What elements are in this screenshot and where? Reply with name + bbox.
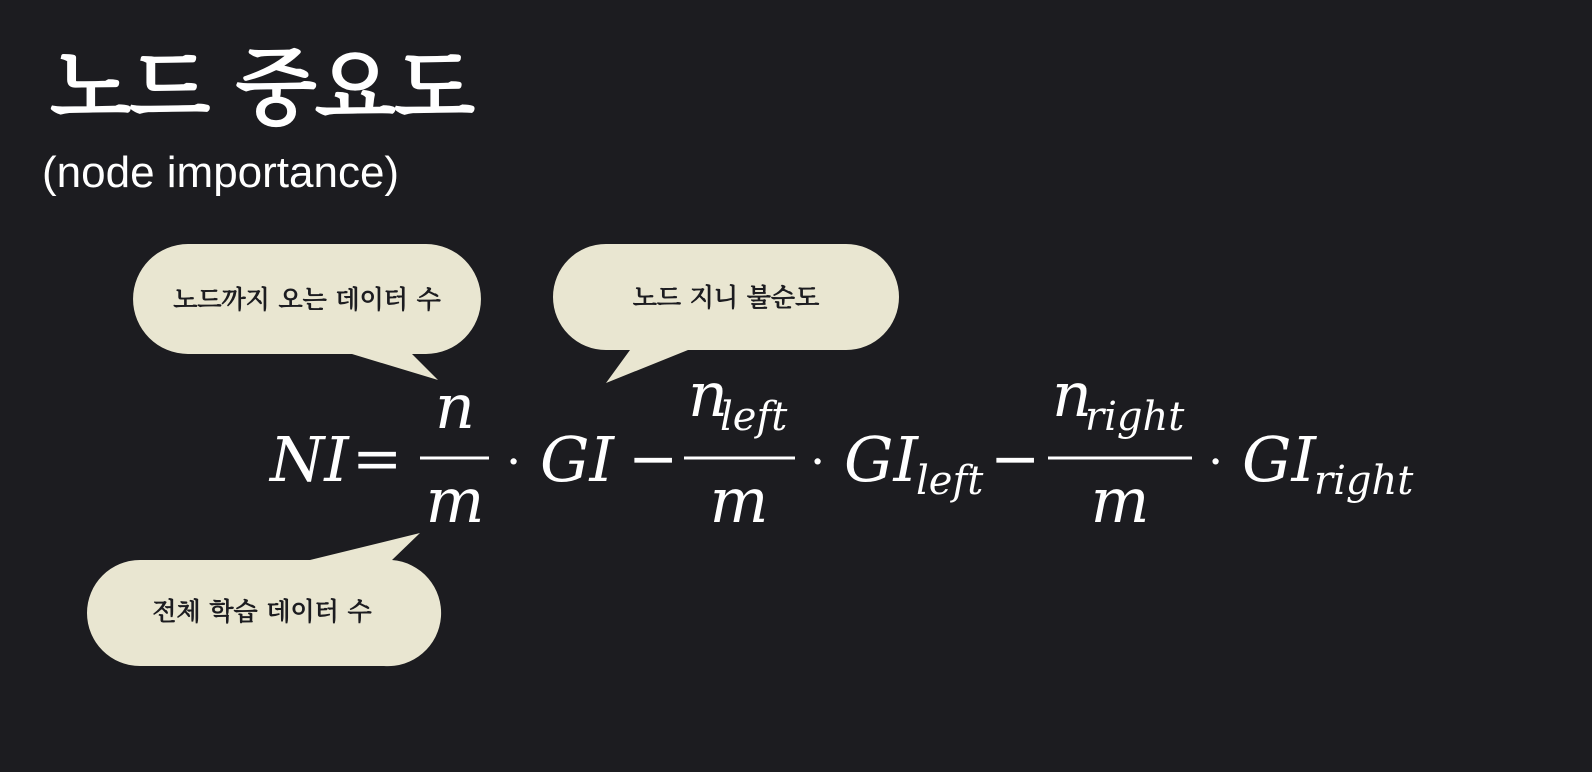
formula-lhs: NI bbox=[270, 423, 349, 496]
frac3-numerator-sub: right bbox=[1085, 394, 1185, 440]
callout-node-samples-text: 노드까지 오는 데이터 수 bbox=[173, 285, 441, 314]
formula-gi-right: GI bbox=[1242, 423, 1317, 496]
callout-node-impurity-text: 노드 지니 불순도 bbox=[632, 283, 820, 312]
frac2-denominator: m bbox=[709, 464, 769, 537]
formula-dot-3: · bbox=[1208, 434, 1224, 490]
formula-gi-left: GI bbox=[844, 423, 919, 496]
formula-dot-2: · bbox=[810, 434, 826, 490]
formula-gi-right-sub: right bbox=[1314, 458, 1414, 504]
frac3-denominator: m bbox=[1090, 464, 1150, 537]
formula-equals: = bbox=[352, 424, 403, 494]
frac2-numerator: n bbox=[688, 358, 728, 431]
formula-dot-1: · bbox=[506, 434, 522, 490]
frac1-numerator: n bbox=[435, 370, 475, 443]
formula-minus-2: − bbox=[990, 424, 1041, 494]
frac2-numerator-sub: left bbox=[720, 394, 788, 440]
frac3-numerator: n bbox=[1052, 358, 1092, 431]
formula-gi-left-sub: left bbox=[916, 458, 984, 504]
formula-minus-1: − bbox=[628, 424, 679, 494]
callout-total-samples-text: 전체 학습 데이터 수 bbox=[152, 597, 372, 626]
page-title: 노드 중요도 bbox=[50, 39, 473, 137]
frac1-denominator: m bbox=[425, 464, 485, 537]
page-subtitle: (node importance) bbox=[42, 148, 400, 197]
formula-gi: GI bbox=[540, 423, 615, 496]
